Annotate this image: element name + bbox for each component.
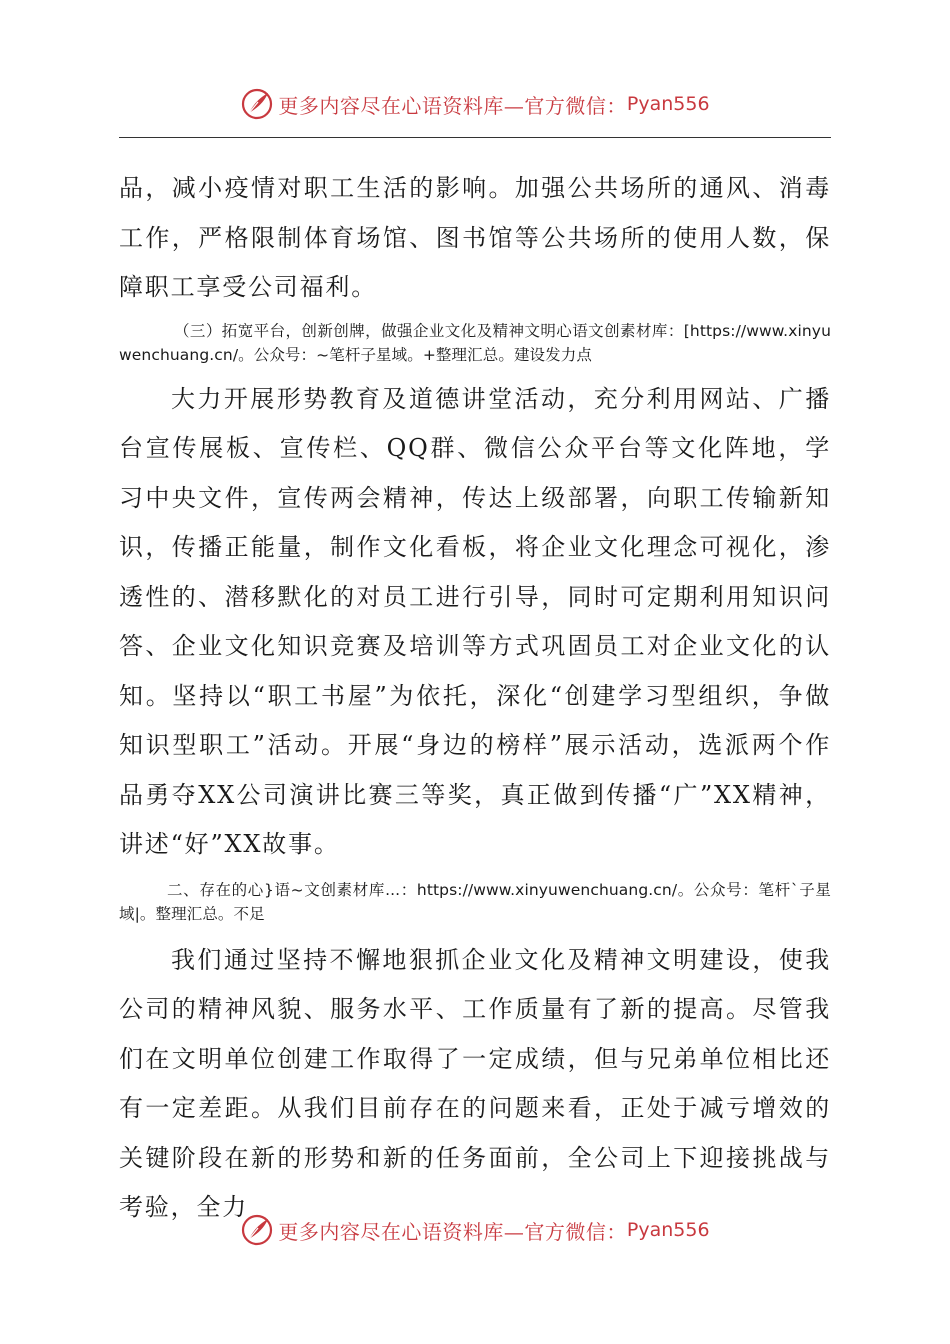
paragraph-culture-activities: 大力开展形势教育及道德讲堂活动，充分利用网站、广播台宣传展板、宣传栏、QQ群、微信公众平台等文化阵地，学习中央文件，宣传两会精神，传达上级部署，向职工传输新知识，传播正能量，制作文化看板，将企业文化理念可视化，渗透性的、潜移默化的对员工进行引导，同时可定期利用知识问答、企业文化知识竞赛及培训等方式巩固员工对企业文化的认知。坚持以“职工书屋”为依托，深化“创建学习型组织，争做知识型职工”活动。开展“身边的榜样”展示活动，选派两个作品勇夺XX公司演讲比赛三等奖，真正做到传播“广”XX精神，讲述“好”XX故事。 [119, 384, 831, 858]
header-text: 更多内容尽在心语资料库—官方微信： [278, 93, 627, 118]
footer-watermark [0, 1210, 950, 1250]
paragraph-continued: 品，减小疫情对职工生活的影响。加强公共场所的通风、消毒工作，严格限制体育场馆、图书馆等公共场所的使用人数，保障职工享受公司福利。 [119, 174, 831, 301]
document-body [119, 164, 831, 1233]
footer-text: 更多内容尽在心语资料库—官方微信： [278, 1219, 627, 1244]
section-heading-2: 二、存在的心}语~文创素材库...：https://www.xinyuwenchuang.cn/。公众号：笔杆`子星域|。整理汇总。不足 [119, 880, 831, 923]
footer-wechat-id: Pyan556 [626, 1219, 710, 1241]
paragraph-shortcomings: 我们通过坚持不懈地狠抓企业文化及精神文明建设，使我公司的精神风貌、服务水平、工作质量有了新的提高。尽管我们在文明单位创建工作取得了一定成绩，但与兄弟单位相比还有一定差距。从我们目前存在的问题来看，正处于减亏增效的关键阶段在新的形势和新的任务面前，全公司上下迎接挑战与考验，全力 [119, 945, 831, 1221]
header-watermark [0, 84, 950, 124]
header-divider [119, 137, 831, 138]
section-heading-3: （三）拓宽平台，创新创牌，做强企业文化及精神文明心语文创素材库：[https://www.xinyuwenchuang.cn/。公众号：~笔杆子星域。+整理汇总。建设发力点 [119, 321, 831, 364]
header-wechat-id: Pyan556 [626, 93, 710, 115]
quill-logo-icon [240, 87, 274, 121]
quill-logo-icon [240, 1213, 274, 1247]
